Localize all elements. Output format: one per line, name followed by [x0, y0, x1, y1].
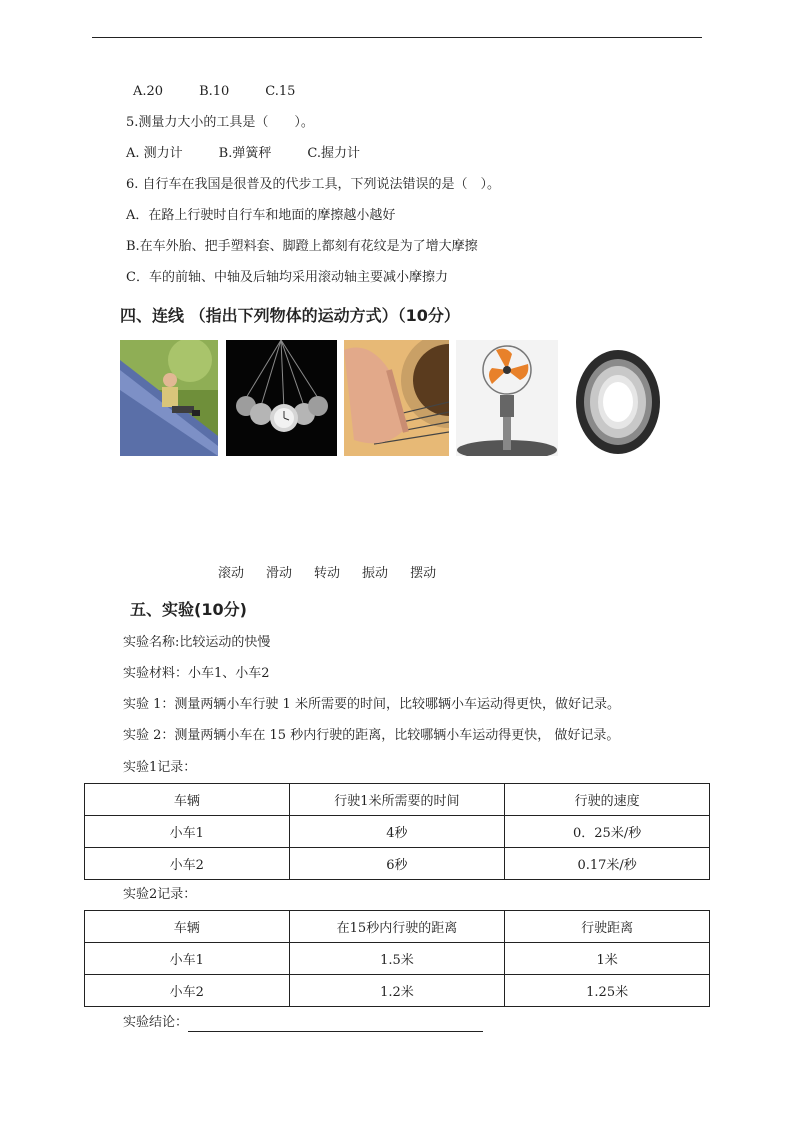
table-cell: 1.25米 [505, 975, 710, 1007]
q4-option-b: B.10 [199, 84, 230, 99]
conclusion-blank-line [188, 1017, 483, 1032]
q4-option-c: C.15 [265, 84, 296, 99]
motion-rolling: 滚动 [218, 566, 245, 581]
q6-question: 6. 自行车在我国是很普及的代步工具，下列说法错误的是（ ）。 [126, 177, 501, 192]
table-cell: 0．25米/秒 [505, 816, 710, 848]
table-row [85, 816, 710, 848]
q4-options [133, 83, 331, 101]
record1-label: 实验1记录： [123, 760, 197, 775]
record2-label: 实验2记录： [123, 887, 197, 902]
motion-vibrating: 振动 [362, 566, 389, 581]
table-row [85, 943, 710, 975]
experiment-1-description: 实验 1：测量两辆小车行驶 1 米所需要的时间，比较哪辆小车运动得更快，做好记录。 [123, 697, 620, 712]
table-cell: 1米 [505, 943, 710, 975]
table-cell: 小车1 [85, 943, 290, 975]
table-header-cell: 行驶的速度 [505, 784, 710, 816]
record1-table [84, 783, 710, 880]
header-rule [92, 37, 702, 38]
table-cell: 小车1 [85, 816, 290, 848]
section4-title: 四、连线 （指出下列物体的运动方式）（10分） [120, 306, 460, 325]
q6-option-a: A．在路上行驶时自行车和地面的摩擦越小越好 [126, 208, 396, 223]
table-header-cell: 车辆 [85, 911, 290, 943]
table-cell: 1.5米 [289, 943, 505, 975]
table-header-cell: 车辆 [85, 784, 290, 816]
table-header-cell: 在15秒内行驶的距离 [289, 911, 505, 943]
motion-type-list [218, 562, 458, 581]
q6-option-c: C．车的前轴、中轴及后轴均采用滚动轴主要减小摩擦力 [126, 270, 448, 285]
q5-options [126, 145, 396, 163]
motion-sliding: 滑动 [266, 566, 293, 581]
q5-option-a: A. 测力计 [126, 146, 183, 161]
table-header-row [85, 911, 710, 943]
section5-title: 五、实验(10分) [130, 600, 247, 619]
table-cell: 0.17米/秒 [505, 848, 710, 880]
table-row [85, 975, 710, 1007]
fan-image [456, 340, 558, 456]
q5-question: 5.测量力大小的工具是（ ）。 [126, 115, 314, 130]
motion-rotating: 转动 [314, 566, 341, 581]
guitar-image [344, 340, 449, 456]
q5-option-c: C.握力计 [307, 146, 360, 161]
motion-swinging: 摆动 [410, 566, 437, 581]
table-cell: 小车2 [85, 848, 290, 880]
experiment-2-description: 实验 2：测量两辆小车在 15 秒内行驶的距离，比较哪辆小车运动得更快， 做好记录。 [123, 728, 620, 743]
q5-option-b: B.弹簧秤 [218, 146, 272, 161]
table-cell: 4秒 [289, 816, 505, 848]
q4-option-a: A.20 [133, 84, 164, 99]
bearing-image [572, 340, 664, 456]
experiment-name: 实验名称:比较运动的快慢 [123, 635, 271, 650]
slide-image [120, 340, 218, 456]
experiment-materials: 实验材料：小车1、小车2 [123, 666, 270, 681]
conclusion-label: 实验结论： [123, 1015, 189, 1030]
record2-table [84, 910, 710, 1007]
q6-option-b: B.在车外胎、把手塑料套、脚蹬上都刻有花纹是为了增大摩擦 [126, 239, 478, 254]
table-row [85, 848, 710, 880]
table-cell: 1.2米 [289, 975, 505, 1007]
table-cell: 6秒 [289, 848, 505, 880]
conclusion-row [123, 1014, 483, 1032]
table-cell: 小车2 [85, 975, 290, 1007]
table-header-cell: 行驶1米所需要的时间 [289, 784, 505, 816]
table-header-row [85, 784, 710, 816]
table-header-cell: 行驶距离 [505, 911, 710, 943]
pendulum-watches-image [226, 340, 337, 456]
